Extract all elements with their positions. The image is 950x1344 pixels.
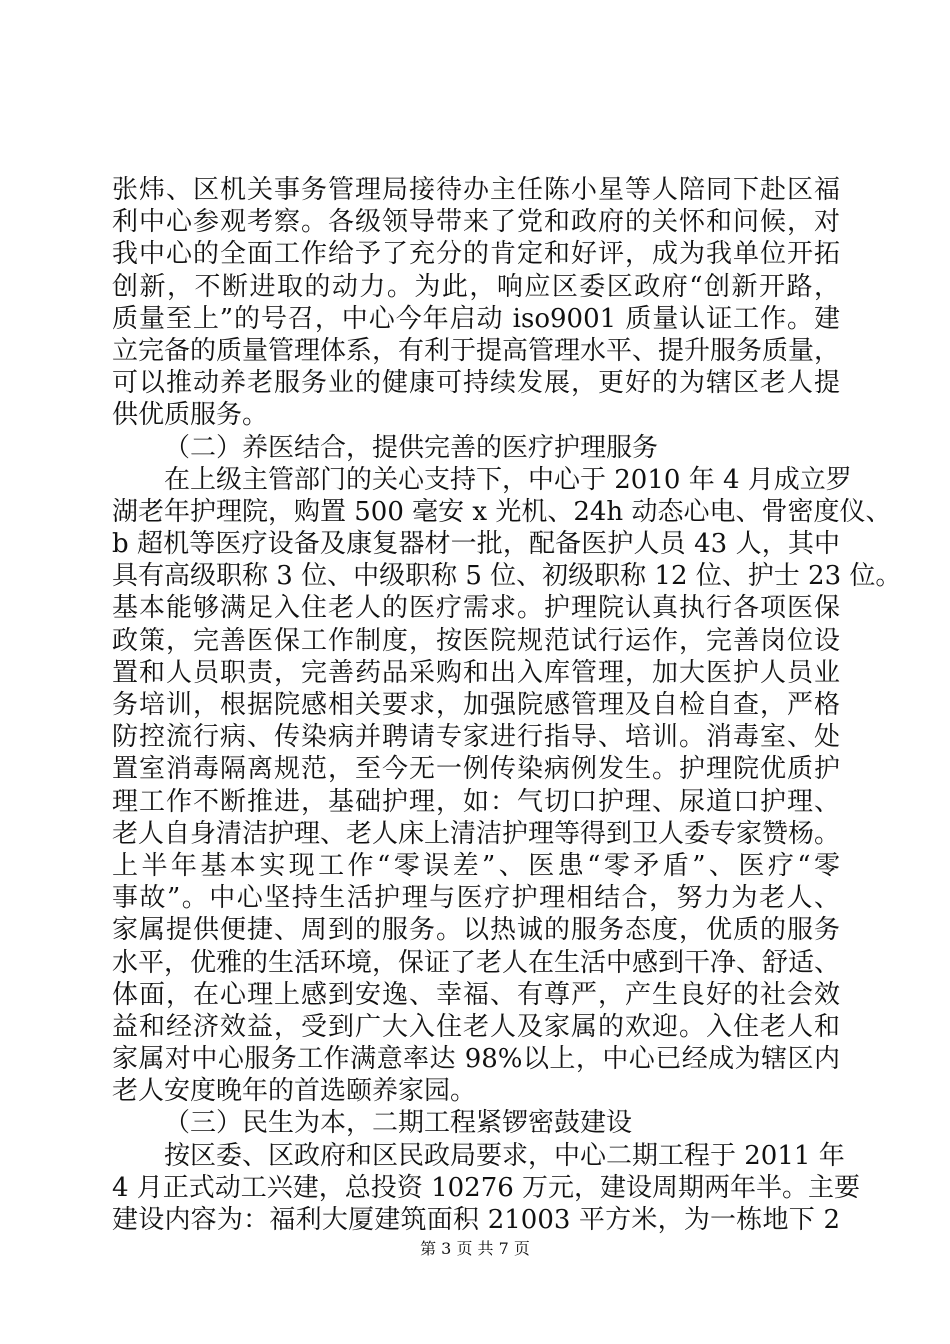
text-line: 理工作不断推进，基础护理，如：气切口护理、尿道口护理、 <box>112 786 840 817</box>
text-line: 具有高级职称 3 位、中级职称 5 位、初级职称 12 位、护士 23 位。 <box>112 561 902 592</box>
text-line: 张炜、区机关事务管理局接待办主任陈小星等人陪同下赴区福 <box>112 175 840 205</box>
text-line: 事故”。中心坚持生活护理与医疗护理相结合，努力为老人、 <box>112 883 840 914</box>
text-line: 湖老年护理院，购置 500 毫安 x 光机、24h 动态心电、骨密度仪、 <box>112 496 892 527</box>
text-line: 我中心的全面工作给予了充分的肯定和好评，成为我单位开拓 <box>112 239 840 270</box>
text-line: 体面，在心理上感到安逸、幸福、有尊严，产生良好的社会效 <box>112 979 840 1010</box>
text-line: 务培训，根据院感相关要求，加强院感管理及自检自查，严格 <box>112 690 840 720</box>
text-line: 益和经济效益，受到广大入住老人及家属的欢迎。入住老人和 <box>112 1011 840 1042</box>
text-line: 水平，优雅的生活环境，保证了老人在生活中感到干净、舒适、 <box>112 947 841 978</box>
text-line: 防控流行病、传染病并聘请专家进行指导、培训。消毒室、处 <box>112 722 840 753</box>
text-line: 利中心参观考察。各级领导带来了党和政府的关怀和问候，对 <box>112 207 840 238</box>
text-line: b 超机等医疗设备及康复器材一批，配备医护人员 43 人，其中 <box>112 529 840 560</box>
text-line: 4 月正式动工兴建，总投资 10276 万元，建设周期两年半。主要 <box>112 1172 861 1203</box>
text-line: 创新，不断进取的动力。为此，响应区委区政府“创新开路， <box>112 271 840 302</box>
text-line: 立完备的质量管理体系，有利于提高管理水平、提升服务质量， <box>112 335 841 366</box>
section-heading: （三）民生为本，二期工程紧锣密鼓建设 <box>164 1108 633 1139</box>
text-line: 质量至上”的号召，中心今年启动 iso9001 质量认证工作。建 <box>112 303 840 334</box>
text-line: 置和人员职责，完善药品采购和出入库管理，加大医护人员业 <box>112 657 840 688</box>
text-line: 家属提供便捷、周到的服务。以热诚的服务态度，优质的服务 <box>112 915 840 946</box>
text-line: 置室消毒隔离规范，至今无一例传染病例发生。护理院优质护 <box>112 754 840 785</box>
document-body <box>112 174 902 1236</box>
text-line: 老人自身清洁护理、老人床上清洁护理等得到卫人委专家赞杨。 <box>112 818 841 849</box>
page-footer: 第 3 页 共 7 页 <box>420 1239 530 1258</box>
text-line: 建设内容为：福利大厦建筑面积 21003 平方米，为一栋地下 2 <box>112 1205 840 1235</box>
text-line: 基本能够满足入住老人的医疗需求。护理院认真执行各项医保 <box>112 593 840 624</box>
text-line: 政策，完善医保工作制度，按医院规范试行运作，完善岗位设 <box>112 625 840 656</box>
text-line: 上半年基本实现工作“零误差”、医患“零矛盾”、医疗“零 <box>112 850 840 881</box>
text-line: 按区委、区政府和区民政局要求，中心二期工程于 2011 年 <box>164 1140 845 1171</box>
section-heading: （二）养医结合，提供完善的医疗护理服务 <box>164 432 659 463</box>
text-line: 可以推动养老服务业的健康可持续发展，更好的为辖区老人提 <box>112 368 840 399</box>
text-line: 供优质服务。 <box>112 400 269 431</box>
text-line: 老人安度晚年的首选颐养家园。 <box>112 1076 477 1107</box>
text-line: 家属对中心服务工作满意率达 98%以上，中心已经成为辖区内 <box>112 1044 840 1075</box>
text-line: 在上级主管部门的关心支持下，中心于 2010 年 4 月成立罗 <box>164 464 852 495</box>
